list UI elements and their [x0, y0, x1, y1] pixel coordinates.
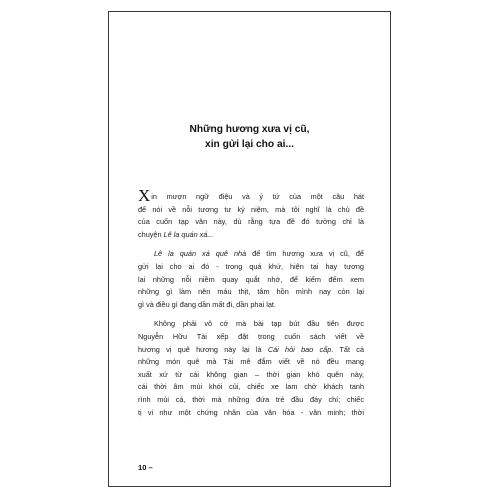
- text-line: gửi lại cho ai đó - trong quá khứ, hiện tại hay tương: [138, 261, 364, 271]
- text-line: lai những nỗi niềm quay quắt nhớ, để kiếm đếm xem: [138, 274, 364, 284]
- drop-cap: X: [138, 190, 151, 204]
- text-line: gì và điều gì đang dần mất đi, dần phai lạt.: [138, 299, 276, 309]
- text-line: Không phải vô cớ mà bài tạp bút đầu tiên được: [154, 319, 364, 329]
- page-number: 10 –: [138, 463, 153, 472]
- book-title-emphasis: Cái hỏi bao cấp: [267, 344, 332, 354]
- text-line: cái thời âm mùi khói củi, chiếc xe lam chở khách tanh: [138, 382, 364, 392]
- text-line: hương vị quê hương này lại là Cái hỏi bao cấp. Tất cả: [138, 344, 364, 354]
- text-line: xuất xứ từ cái không gian – thời gian khó quên này,: [138, 369, 364, 379]
- book-title-emphasis: Lê la quán xá quê nhà: [154, 249, 247, 259]
- text-line: rình mùi cá, thời mà những đứa trẻ đầu đáy chí; chiếc: [138, 394, 364, 404]
- text-line: những gì làm nên máu thịt, tâm hồn mình nay còn lại: [138, 287, 364, 297]
- text-line: tị vi như một chứng nhân của văn hóa - văn minh; thời: [138, 407, 364, 417]
- text-line: Xin mượn ngữ điệu và ý tứ của một câu hát: [138, 190, 364, 204]
- text-line: để nói về nỗi tương tư ký niệm, mà tôi nghĩ là chủ đề: [138, 204, 364, 214]
- chapter-title-line-1: Những hương xưa vị cũ,: [189, 124, 310, 135]
- paragraph-2: [138, 248, 364, 311]
- text-line: chuyện Lê la quán xá...: [138, 229, 214, 239]
- book-title-emphasis: Lê la quán xá...: [163, 229, 214, 239]
- body-text: [138, 190, 364, 419]
- text-line: Nguyễn Hữu Tài xếp đặt trong cuốn sách viết về: [138, 331, 364, 341]
- text-line: của cuốn tạp văn này, dù rằng tựa đề đó tưởng chỉ là: [138, 217, 364, 227]
- paragraph-1: [138, 190, 364, 241]
- paragraph-3: [138, 318, 364, 419]
- text-line: những món quê mà Tài mê đắm viết về nó đều mang: [138, 357, 364, 367]
- book-page: [108, 11, 391, 487]
- text-line: Lê la quán xá quê nhà để tìm hương xưa vị cũ, để: [154, 249, 364, 259]
- chapter-title-line-2: xin gửi lại cho ai...: [205, 139, 294, 150]
- chapter-title: [109, 122, 390, 152]
